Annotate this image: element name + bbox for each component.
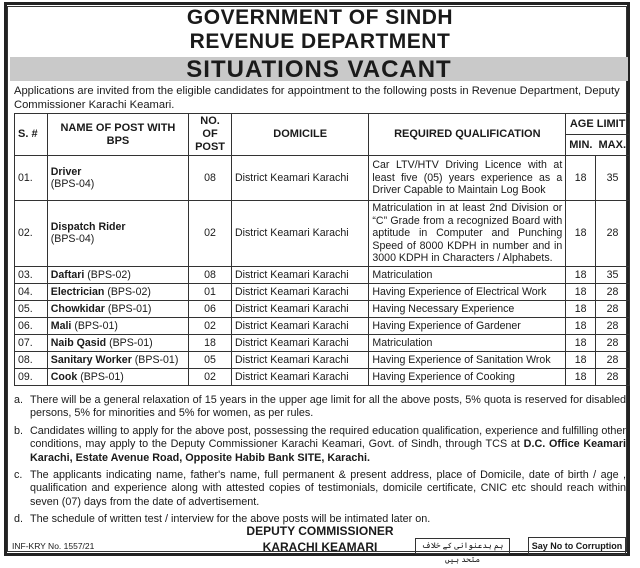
cell-count: 01: [189, 283, 232, 300]
post-bps: (BPS-01): [107, 302, 152, 315]
post-name: Driver: [50, 166, 82, 178]
cell-sno: 09.: [15, 368, 48, 385]
cell-qualification: Having Experience of Electrical Work: [369, 283, 566, 300]
cell-post: [47, 351, 188, 368]
cell-post: [47, 300, 188, 317]
cell-post: [47, 201, 188, 267]
say-no-to-corruption-box: Say No to Corruption: [528, 537, 626, 555]
cell-post: [47, 317, 188, 334]
post-name: Mali: [50, 319, 72, 332]
cell-post: [47, 283, 188, 300]
note-a: [14, 394, 626, 421]
post-name: Daftari: [50, 268, 85, 281]
reference-number: INF-KRY No. 1557/21: [12, 541, 95, 551]
cell-domicile: District Keamari Karachi: [231, 317, 368, 334]
cell-qualification: Matriculation in at least 2nd Division or “C” Grade from a recognized Board with aptitude in Computer and Punching Speed of 8000 KDPH in number and in 3000 KDPH in Characters / Alphabets.: [369, 201, 566, 267]
cell-sno: 02.: [15, 201, 48, 267]
cell-post: [47, 334, 188, 351]
cell-min-age: 18: [566, 300, 596, 317]
cell-max-age: 28: [596, 201, 630, 267]
col-sno: S. #: [15, 114, 48, 156]
cell-max-age: 28: [596, 368, 630, 385]
cell-count: 02: [189, 201, 232, 267]
cell-sno: 03.: [15, 266, 48, 283]
col-max: MAX.: [596, 135, 630, 156]
cell-domicile: District Keamari Karachi: [231, 334, 368, 351]
cell-sno: 04.: [15, 283, 48, 300]
post-bps: (BPS-01): [74, 319, 118, 332]
cell-domicile: District Keamari Karachi: [231, 368, 368, 385]
table-row: [15, 156, 630, 201]
note-label: b.: [14, 424, 24, 437]
situations-vacant-banner: SITUATIONS VACANT: [10, 57, 628, 81]
post-bps: (BPS-02): [87, 268, 131, 281]
cell-min-age: 18: [566, 317, 596, 334]
cell-min-age: 18: [566, 351, 596, 368]
table-row: [15, 368, 630, 385]
post-bps: (BPS-01): [134, 353, 179, 366]
cell-qualification: Matriculation: [369, 334, 566, 351]
intro-text: Applications are invited from the eligible candidates for appointment to the following posts in Revenue Department, Deputy Commissioner Karachi Keamari.: [14, 85, 620, 111]
cell-count: 18: [189, 334, 232, 351]
post-bps: (BPS-02): [107, 285, 151, 298]
office-address: D.C. Office Keamari Karachi, Estate Avenue Road, Opposite Habib Bank SITE, Karachi.: [30, 438, 626, 464]
cell-post: [47, 156, 188, 201]
col-qualification: REQUIRED QUALIFICATION: [369, 114, 566, 156]
cell-qualification: Having Experience of Gardener: [369, 317, 566, 334]
cell-domicile: District Keamari Karachi: [231, 201, 368, 267]
cell-domicile: District Keamari Karachi: [231, 266, 368, 283]
note-label: d.: [14, 513, 24, 526]
col-age: AGE LIMIT: [566, 114, 630, 135]
col-domicile: DOMICILE: [231, 114, 368, 156]
note-c: [14, 469, 626, 509]
table-row: [15, 317, 630, 334]
cell-qualification: Having Experience of Cooking: [369, 368, 566, 385]
cell-domicile: District Keamari Karachi: [231, 300, 368, 317]
table-row: [15, 201, 630, 267]
post-name: Dispatch Rider: [50, 221, 126, 234]
cell-min-age: 18: [566, 283, 596, 300]
cell-qualification: Having Experience of Sanitation Wrok: [369, 351, 566, 368]
cell-qualification: Car LTV/HTV Driving Licence with at least five (05) years experience as a Driver Capable to Maintain Log Book: [369, 156, 566, 201]
department-title: REVENUE DEPARTMENT: [189, 30, 451, 53]
post-bps: (BPS-04): [50, 178, 95, 190]
cell-post: [47, 266, 188, 283]
cell-count: 02: [189, 317, 232, 334]
cell-qualification: Having Necessary Experience: [369, 300, 566, 317]
note-label: c.: [14, 469, 23, 482]
cell-count: 05: [189, 351, 232, 368]
cell-sno: 01.: [15, 156, 48, 201]
government-title: GOVERNMENT OF SINDH: [186, 6, 454, 29]
posts-table: [14, 113, 630, 386]
post-name: Cook: [50, 370, 78, 383]
post-name: Chowkidar: [50, 302, 105, 315]
cell-max-age: 35: [596, 156, 630, 201]
cell-min-age: 18: [566, 334, 596, 351]
table-row: [15, 300, 630, 317]
table-row: [15, 266, 630, 283]
cell-max-age: 35: [596, 266, 630, 283]
cell-min-age: 18: [566, 368, 596, 385]
cell-min-age: 18: [566, 156, 596, 201]
signatory-title: DEPUTY COMMISSIONER: [246, 524, 394, 538]
post-name: Sanitary Worker: [50, 353, 132, 366]
cell-count: 06: [189, 300, 232, 317]
cell-count: 08: [189, 156, 232, 201]
notes: [14, 394, 626, 531]
cell-count: 02: [189, 368, 232, 385]
cell-sno: 06.: [15, 317, 48, 334]
cell-domicile: District Keamari Karachi: [231, 283, 368, 300]
cell-max-age: 28: [596, 351, 630, 368]
note-text: [30, 425, 626, 465]
note-label: a.: [14, 394, 24, 406]
note-text: There will be a general relaxation of 15 years in the upper age limit for all the above posts, 5% quota is reserved for disabled persons, 5% for minorities and 5% for women, as per rules.: [30, 394, 626, 420]
note-text: The schedule of written test / interview for the above posts will be intimated later on.: [30, 513, 431, 526]
cell-sno: 05.: [15, 300, 48, 317]
col-count: NO. OF POST: [189, 114, 232, 156]
table-row: [15, 351, 630, 368]
col-name: NAME OF POST WITH BPS: [47, 114, 188, 156]
note-b: [14, 425, 626, 465]
note-text-plain: Candidates willing to apply for the above post, possessing the required education qualification, experience and fulfilling other conditions, may apply to the Deputy Commissioner Karachi Keamari, Govt. of Sindh, through TCS at: [30, 424, 626, 451]
cell-min-age: 18: [566, 201, 596, 267]
post-bps: (BPS-01): [109, 336, 153, 349]
cell-min-age: 18: [566, 266, 596, 283]
cell-sno: 07.: [15, 334, 48, 351]
cell-max-age: 28: [596, 300, 630, 317]
cell-qualification: Matriculation: [369, 266, 566, 283]
table-row: [15, 283, 630, 300]
table-row: [15, 334, 630, 351]
post-name: Electrician: [50, 285, 105, 298]
cell-max-age: 28: [596, 334, 630, 351]
col-min: MIN.: [566, 135, 596, 156]
post-bps: (BPS-04): [50, 233, 95, 246]
cell-sno: 08.: [15, 351, 48, 368]
cell-max-age: 28: [596, 283, 630, 300]
cell-max-age: 28: [596, 317, 630, 334]
post-bps: (BPS-01): [80, 370, 124, 383]
urdu-slogan-box: ہم بدعنوانی کے خلاف متحد ہیں: [415, 538, 510, 554]
cell-post: [47, 368, 188, 385]
signatory-location: KARACHI KEAMARI: [262, 540, 378, 554]
cell-domicile: District Keamari Karachi: [231, 351, 368, 368]
cell-domicile: District Keamari Karachi: [231, 156, 368, 201]
cell-count: 08: [189, 266, 232, 283]
post-name: Naib Qasid: [50, 336, 107, 349]
note-text: The applicants indicating name, father's name, full permanent & present address, place of Domicile, date of birth / age , qualification and experience along with attested copies of testimonials, domicile certificate, CNIC etc should reach within seven (07) days from the date of advertisement.: [30, 469, 626, 508]
